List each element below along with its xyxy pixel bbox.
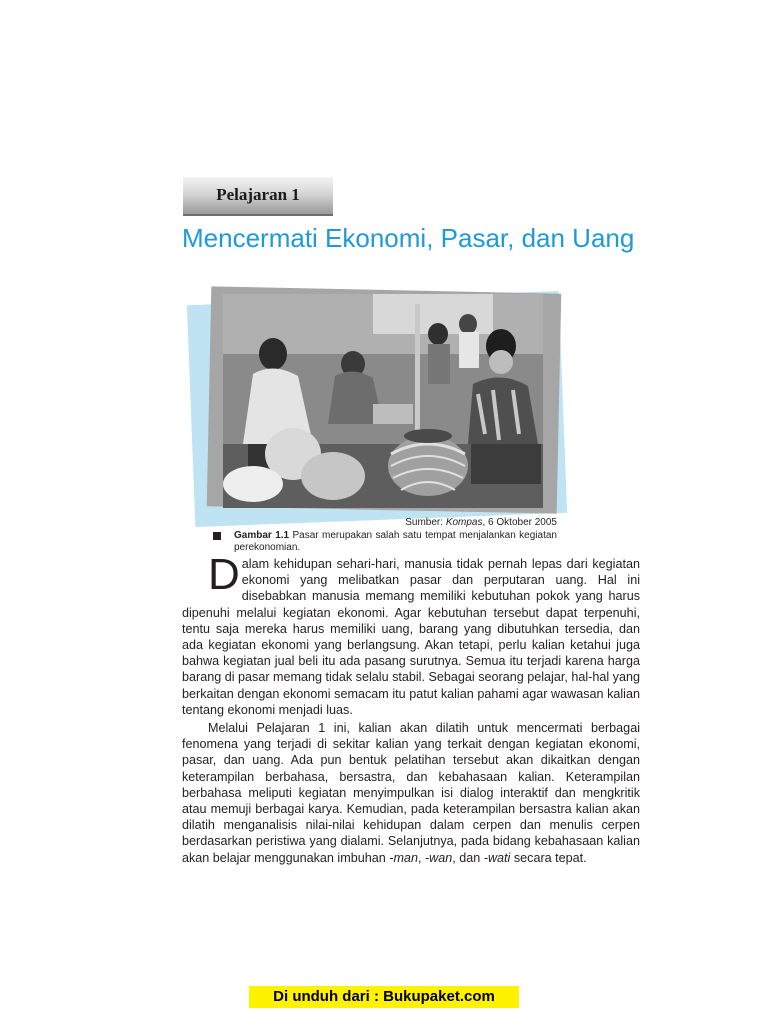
source-prefix: Sumber: [405, 517, 446, 528]
suffix-man: -man [389, 850, 418, 865]
suffix-wan: -wan [424, 850, 453, 865]
caption-text [234, 530, 557, 554]
lesson-label: Pelajaran 1 [183, 177, 333, 216]
suffix-wati: -wati [483, 850, 511, 865]
market-photo-illustration [223, 294, 543, 508]
caption-label: Gambar 1.1 [234, 530, 290, 541]
market-photo [223, 294, 543, 508]
paragraph-2-end: secara tepat. [510, 850, 587, 865]
chapter-title: Mencermati Ekonomi, Pasar, dan Uang [182, 223, 635, 253]
source-name: Kompas [445, 517, 483, 528]
drop-cap: D [208, 550, 240, 599]
source-date: , 6 Oktober 2005 [482, 517, 557, 528]
body-text [182, 550, 640, 866]
download-source-banner: Di unduh dari : Bukupaket.com [249, 986, 519, 1008]
separator-2: , dan [452, 850, 484, 865]
paragraph-1-text: alam kehidupan sehari-hari, manusia tidak pernah lepas dari kegiatan ekonomi yang melibatkan pasar dan perputaran uang. Hal ini disebabkan manusia memang memiliki kebutuhan pokok yang harus dipenuhi melalui kegiatan ekonomi. Agar kebutuhan tersebut dapat terpenuhi, tentu saja mereka harus memiliki uang, barang yang dibutuhkan tersedia, dan ada kegiatan ekonomi yang berlangsung. Akan tetapi, perlu kalian ketahui juga bahwa kegiatan jual beli itu ada pasang surutnya. Semua itu terjadi karena harga barang di pasar memang tidak selalu stabil. Sebagai seorang pelajar, hal-hal yang berkaitan dengan ekonomi semacam itu patut kalian pahami agar wawasan kalian tentang ekonomi menjadi luas. [182, 557, 640, 717]
paragraph-2 [182, 720, 640, 866]
caption-body: Pasar merupakan salah satu tempat menjalankan kegiatan perekonomian. [234, 530, 557, 553]
separator-1: , [417, 850, 425, 865]
figure-source [300, 517, 557, 529]
paragraph-1 [182, 550, 640, 718]
paragraph-2-text: Melalui Pelajaran 1 ini, kalian akan dilatih untuk mencermati berbagai fenomena yang terjadi di sekitar kalian yang terkait dengan kegiatan ekonomi, pasar, dan uang. Ada pun bentuk pelatihan tersebut akan dikaitkan dengan keterampilan berbahasa, bersastra, dan kebahasaan kalian. Keterampilan berbahasa meliputi kegiatan menyimpulkan isi dialog interaktif dan mengkritik atau memuji berbagai karya. Kemudian, pada keterampilan bersastra kalian akan dilatih menganalisis nilai-nilai kehidupan dalam cerpen dan menulis cerpen berdasarkan peristiwa yang dialami. Selanjutnya, pada bidang kebahasaan kalian akan belajar menggunakan imbuhan [182, 721, 640, 865]
figure-frame [183, 284, 573, 534]
caption-bullet-icon [213, 532, 221, 540]
figure-caption [213, 530, 557, 554]
